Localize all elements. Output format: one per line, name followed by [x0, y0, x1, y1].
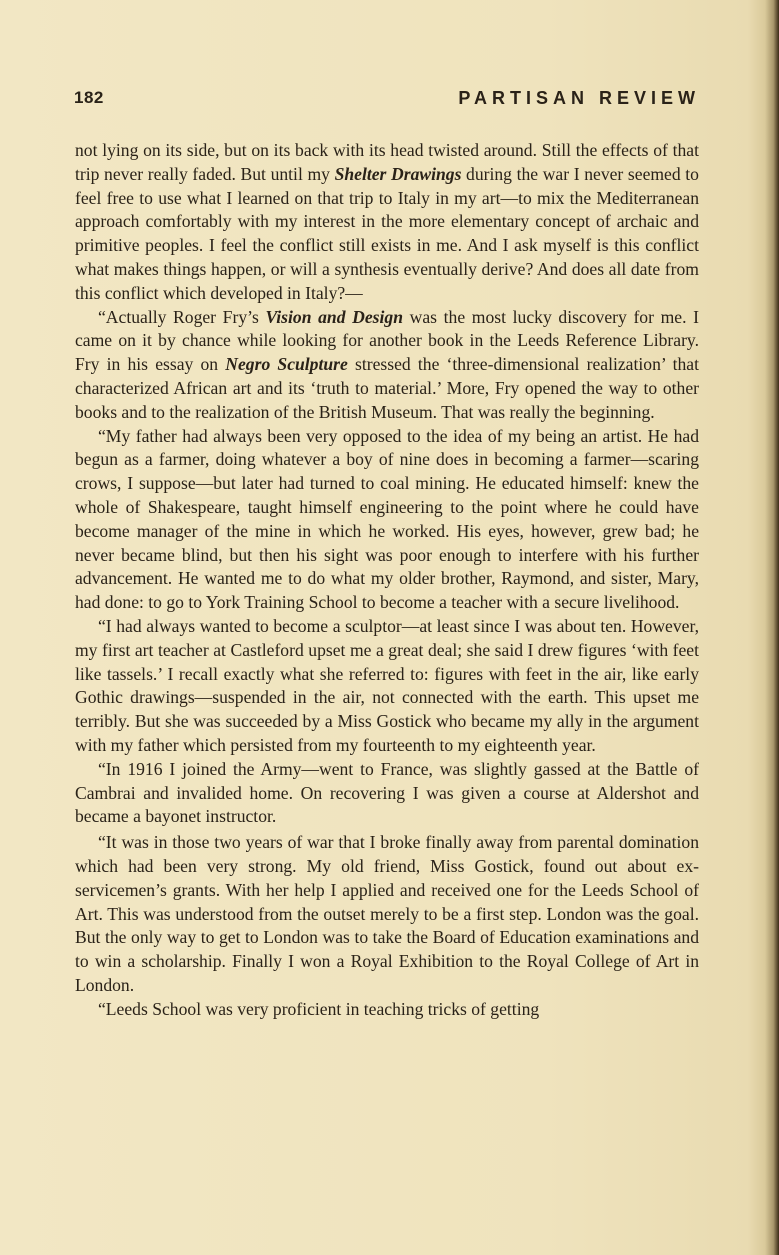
page-edge-shadow [765, 0, 779, 1255]
italic-title: Shelter Drawings [334, 163, 462, 184]
paragraph [75, 758, 699, 829]
text-run: “I had always wanted to become a sculptor—at least since I was about ten. However, my first art teacher at Castleford upset me a great deal; she said I drew figures ‘with feet like tassels.’ I recall exactly what she referred to: figures with feet in the air, like early Gothic drawings—suspended in the air, not connected with the earth. This upset me terribly. But she was succeeded by a Miss Gostick who became my ally in the argument with my father which persisted from my fourteenth to my eighteenth year. [75, 615, 699, 755]
paragraph [75, 615, 699, 758]
paragraph [75, 831, 699, 998]
paragraph [75, 306, 699, 425]
text-run: “Leeds School was very proficient in teaching tricks of getting [98, 998, 540, 1019]
running-title: PARTISAN REVIEW [458, 88, 700, 108]
text-run: “Actually Roger Fry’s [98, 306, 266, 327]
article-body [75, 139, 699, 1021]
text-run: stressed the ‘three-dimensional realization’ that characterized African art and its ‘truth to material.’ More, Fry opened the way to other books and to the realization of the British Museum. That was really the beginning. [75, 354, 699, 422]
page-header [74, 88, 700, 116]
text-run: not lying on its side, but on its back with its head twisted around. Still the effects of that trip never really faded. But until my [75, 140, 699, 184]
text-run: during the war I never seemed to feel free to use what I learned on that trip to Italy in my art—to mix the Mediterranean approach comfortably with my interest in the more elementary concept of archaic and primitive peoples. I feel the conflict still exists in me. And I ask myself is this conflict what makes things happen, or will a synthesis eventually derive? And does all date from this conflict which developed in Italy?— [75, 163, 699, 303]
paragraph [75, 425, 699, 615]
text-run: “My father had always been very opposed to the idea of my being an artist. He had begun as a farmer, doing whatever a boy of nine does in becoming a farmer—scaring crows, I suppose—but later had turned to coal mining. He educated himself: knew the whole of Shakespeare, taught himself engineering to the point where he could have become manager of the mine in which he worked. His eyes, however, grew bad; he never became blind, but then his sight was poor enough to interfere with his further advancement. He wanted me to do what my older brother, Raymond, and sister, Mary, had done: to go to York Training School to become a teacher with a secure livelihood. [75, 425, 699, 613]
paragraph [75, 998, 699, 1022]
paragraph [75, 139, 699, 306]
italic-title: Vision and Design [265, 306, 403, 327]
page-number: 182 [74, 88, 104, 107]
italic-title: Negro Sculpture [225, 354, 348, 375]
text-run: “It was in those two years of war that I broke finally away from parental domination which had been very strong. My old friend, Miss Gostick, found out about ex-servicemen’s grants. With her help I applied and received one for the Leeds School of Art. This was understood from the outset merely to be a first step. London was the goal. But the only way to get to London was to take the Board of Education examinations and to win a scholarship. Finally I won a Royal Exhibition to the Royal College of Art in London. [75, 832, 699, 995]
text-run: was the most lucky discovery for me. I came on it by chance while looking for another book in the Leeds Reference Library. Fry in his essay on [75, 306, 700, 375]
text-run: “In 1916 I joined the Army—went to France, was slightly gassed at the Battle of Cambrai and invalided home. On recovering I was given a course at Aldershot and became a bayonet instructor. [75, 758, 699, 827]
